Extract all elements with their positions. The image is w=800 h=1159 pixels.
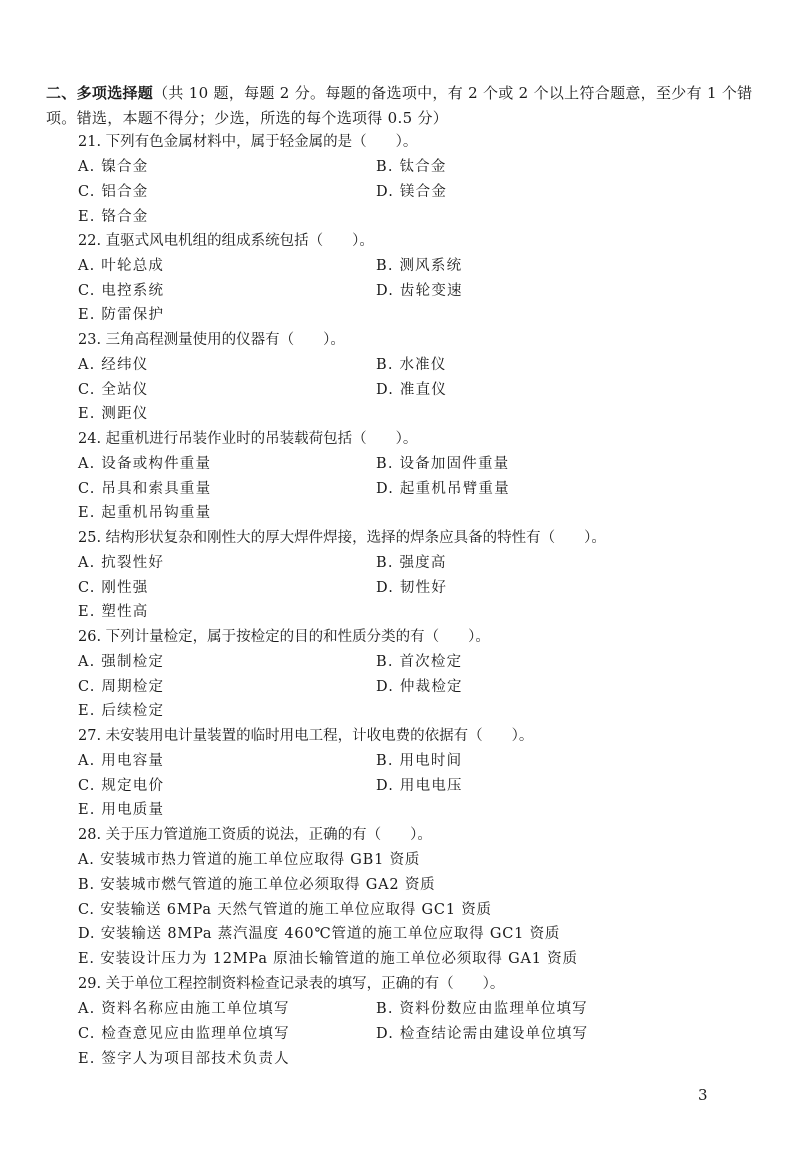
option: D. 检查结论需由建设单位填写 (376, 1026, 589, 1042)
option: B. 设备加固件重量 (376, 456, 510, 472)
option: B. 用电时间 (376, 753, 463, 769)
option: E. 防雷保护 (78, 307, 165, 323)
option: D. 安装输送 8MPa 蒸汽温度 460℃管道的施工单位应取得 GC1 资质 (78, 926, 561, 942)
option: D. 齿轮变速 (376, 283, 463, 299)
option: A. 叶轮总成 (78, 258, 165, 274)
option: A. 安装城市热力管道的施工单位应取得 GB1 资质 (78, 852, 421, 868)
option: C. 吊具和索具重量 (78, 481, 212, 497)
question-stem: 28. 关于压力管道施工资质的说法，正确的有（ ）。 (78, 827, 432, 843)
option: D. 准直仪 (376, 382, 448, 398)
question-stem: 26. 下列计量检定，属于按检定的目的和性质分类的有（ ）。 (78, 629, 490, 645)
question-stem: 25. 结构形状复杂和刚性大的厚大焊件焊接，选择的焊条应具备的特性有（ ）。 (78, 530, 606, 546)
option: B. 强度高 (376, 555, 447, 571)
option: C. 刚性强 (78, 580, 149, 596)
option: E. 签字人为项目部技术负责人 (78, 1051, 290, 1067)
option: B. 钛合金 (376, 159, 447, 175)
option: E. 铬合金 (78, 209, 149, 225)
option: A. 资料名称应由施工单位填写 (78, 1001, 290, 1017)
option: A. 镍合金 (78, 159, 149, 175)
option: C. 周期检定 (78, 679, 165, 695)
option: D. 镁合金 (376, 184, 448, 200)
question-stem: 23. 三角高程测量使用的仪器有（ ）。 (78, 332, 345, 348)
option: A. 强制检定 (78, 654, 165, 670)
option: A. 抗裂性好 (78, 555, 165, 571)
option: E. 塑性高 (78, 604, 149, 620)
option: D. 韧性好 (376, 580, 448, 596)
option: B. 资料份数应由监理单位填写 (376, 1001, 588, 1017)
option: B. 首次检定 (376, 654, 463, 670)
page-number: 3 (698, 1086, 708, 1104)
question-stem: 29. 关于单位工程控制资料检查记录表的填写，正确的有（ ）。 (78, 976, 505, 992)
option: C. 电控系统 (78, 283, 165, 299)
option: E. 用电质量 (78, 802, 165, 818)
option: A. 用电容量 (78, 753, 165, 769)
option: A. 设备或构件重量 (78, 456, 212, 472)
option: E. 起重机吊钩重量 (78, 505, 212, 521)
option: C. 规定电价 (78, 778, 165, 794)
question-stem: 27. 未安装用电计量装置的临时用电工程，计收电费的依据有（ ）。 (78, 728, 534, 744)
option: C. 检查意见应由监理单位填写 (78, 1026, 290, 1042)
question-stem: 24. 起重机进行吊装作业时的吊装载荷包括（ ）。 (78, 431, 418, 447)
question-stem: 22. 直驱式风电机组的组成系统包括（ ）。 (78, 233, 374, 249)
option: D. 用电电压 (376, 778, 463, 794)
option: B. 水准仪 (376, 357, 447, 373)
option: E. 安装设计压力为 12MPa 原油长输管道的施工单位必须取得 GA1 资质 (78, 951, 578, 967)
option: D. 仲裁检定 (376, 679, 463, 695)
option: D. 起重机吊臂重量 (376, 481, 510, 497)
option: E. 测距仪 (78, 406, 149, 422)
section-header (46, 81, 758, 131)
option: B. 安装城市燃气管道的施工单位必须取得 GA2 资质 (78, 877, 436, 893)
section-instructions: （共 10 题，每题 2 分。每题的备选项中，有 2 个或 2 个以上符合题意，至少有 1 个错项。错选，本题不得分；少选，所选的每个选项得 0.5 分） (46, 84, 753, 127)
option: B. 测风系统 (376, 258, 463, 274)
section-title: 二、多项选择题 (46, 84, 154, 102)
option: E. 后续检定 (78, 703, 165, 719)
option: C. 全站仪 (78, 382, 149, 398)
option: C. 安装输送 6MPa 天然气管道的施工单位应取得 GC1 资质 (78, 902, 492, 918)
question-stem: 21. 下列有色金属材料中，属于轻金属的是（ ）。 (78, 134, 418, 150)
option: C. 铝合金 (78, 184, 149, 200)
option: A. 经纬仪 (78, 357, 149, 373)
